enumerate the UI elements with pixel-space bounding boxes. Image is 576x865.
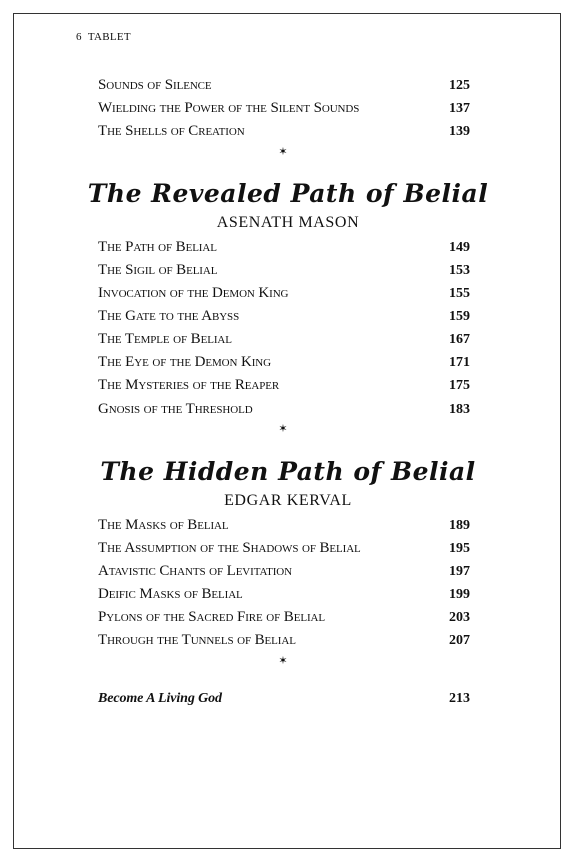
star-ornament: ✶ [278, 655, 288, 667]
toc-entry-title: Deific Masks of Belial [98, 586, 243, 602]
toc-entry-page: 139 [449, 124, 470, 139]
toc-entry-title: The Temple of Belial [98, 331, 232, 347]
toc-entry-title: Invocation of the Demon King [98, 285, 289, 301]
toc-entry-page: 197 [449, 564, 470, 579]
toc-entry-closing[interactable] [98, 691, 470, 711]
toc-entry-title: The Sigil of Belial [98, 262, 218, 278]
toc-entry-page: 199 [449, 587, 470, 602]
toc-entry[interactable] [98, 401, 470, 421]
toc-entry-title: The Mysteries of the Reaper [98, 377, 280, 393]
toc-entry[interactable] [98, 586, 470, 606]
toc-entry-title: The Masks of Belial [98, 517, 229, 533]
section-heading: The Hidden Path of Belial [100, 457, 476, 486]
toc-entry[interactable] [98, 262, 470, 282]
page-number: 6 [76, 31, 82, 43]
toc-entry[interactable] [98, 285, 470, 305]
toc-entry-page: 167 [449, 332, 470, 347]
toc-entry-page: 171 [449, 355, 470, 370]
star-ornament: ✶ [278, 423, 288, 435]
toc-entry-page: 207 [449, 633, 470, 648]
toc-entry-title: Gnosis of the Threshold [98, 401, 253, 417]
toc-entry-page: 155 [449, 286, 470, 301]
section-author: ASENATH MASON [216, 214, 360, 231]
toc-entry-page: 183 [449, 402, 470, 417]
toc-entry-page: 189 [449, 518, 470, 533]
toc-entry-title: The Shells of Creation [98, 123, 245, 139]
running-title: TABLET [87, 31, 131, 43]
toc-entry-title: Become A Living God [98, 691, 222, 706]
toc-entry-page: 149 [449, 240, 470, 255]
toc-entry-title: Atavistic Chants of Levitation [98, 563, 292, 579]
toc-entry-title: Sounds of Silence [98, 77, 212, 93]
toc-entry[interactable] [98, 540, 470, 560]
toc-entry[interactable] [98, 517, 470, 537]
toc-entry-title: The Eye of the Demon King [98, 354, 271, 370]
section-heading: The Revealed Path of Belial [87, 179, 489, 208]
toc-entry[interactable] [98, 563, 470, 583]
toc-entry[interactable] [98, 239, 470, 259]
toc-entry[interactable] [98, 354, 470, 374]
toc-entry-page: 159 [449, 309, 470, 324]
star-ornament: ✶ [278, 146, 288, 158]
section-author: EDGAR KERVAL [224, 492, 352, 509]
toc-entry[interactable] [98, 123, 470, 143]
toc-entry-title: Wielding the Power of the Silent Sounds [98, 100, 360, 116]
toc-entry-page: 153 [449, 263, 470, 278]
toc-entry-page: 137 [449, 101, 470, 116]
toc-entry[interactable] [98, 632, 470, 652]
toc-entry-page: 203 [449, 610, 470, 625]
running-head [76, 31, 131, 43]
toc-entry-page: 195 [449, 541, 470, 556]
toc-entry-title: The Gate to the Abyss [98, 308, 240, 324]
book-page [13, 13, 561, 849]
toc-entry[interactable] [98, 308, 470, 328]
toc-entry-title: The Path of Belial [98, 239, 217, 255]
toc-entry-page: 213 [449, 691, 470, 706]
toc-entry[interactable] [98, 377, 470, 397]
toc-entry[interactable] [98, 609, 470, 629]
toc-entry[interactable] [98, 77, 470, 97]
toc-entry-page: 125 [449, 78, 470, 93]
toc-entry-title: Through the Tunnels of Belial [98, 632, 296, 648]
toc-entry[interactable] [98, 331, 470, 351]
toc-entry-title: Pylons of the Sacred Fire of Belial [98, 609, 325, 625]
toc-entry-page: 175 [449, 378, 470, 393]
toc-entry[interactable] [98, 100, 470, 120]
toc-entry-title: The Assumption of the Shadows of Belial [98, 540, 361, 556]
